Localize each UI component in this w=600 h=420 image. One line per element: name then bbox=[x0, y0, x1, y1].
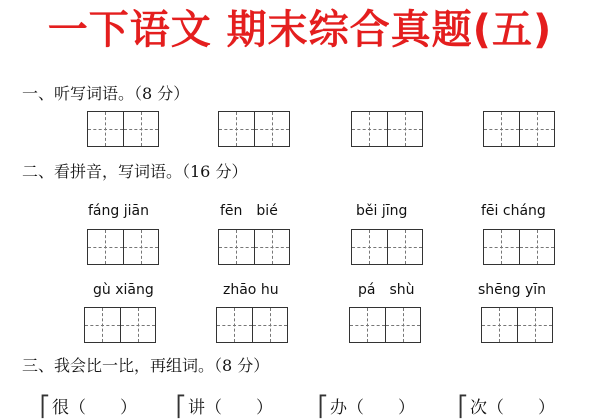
writing-box-s2-7[interactable] bbox=[349, 307, 421, 343]
writing-box-s1-2[interactable] bbox=[218, 111, 290, 147]
pinyin-label: běi jīng bbox=[356, 203, 408, 219]
pinyin-label: gù xiāng bbox=[93, 282, 154, 298]
compare-item[interactable] bbox=[176, 395, 273, 419]
brace-icon: ⎡ bbox=[458, 394, 468, 418]
compare-item-text: 办（ ） bbox=[330, 398, 415, 418]
brace-icon: ⎡ bbox=[40, 394, 50, 418]
writing-box-s1-3[interactable] bbox=[351, 111, 423, 147]
compare-item-text: 讲（ ） bbox=[188, 398, 273, 418]
pinyin-label: fáng jiān bbox=[88, 203, 149, 219]
writing-box-s2-4[interactable] bbox=[483, 229, 555, 265]
compare-item[interactable] bbox=[40, 395, 137, 419]
writing-box-s1-1[interactable] bbox=[87, 111, 159, 147]
pinyin-label: shēng yīn bbox=[478, 282, 547, 298]
writing-box-s1-4[interactable] bbox=[483, 111, 555, 147]
compare-item[interactable] bbox=[318, 395, 415, 419]
writing-box-s2-6[interactable] bbox=[216, 307, 288, 343]
writing-box-s2-3[interactable] bbox=[351, 229, 423, 265]
section-3-heading: 三、我会比一比，再组词。（8 分） bbox=[22, 356, 270, 375]
section-1-heading: 一、听写词语。（8 分） bbox=[22, 84, 190, 103]
brace-icon: ⎡ bbox=[318, 394, 328, 418]
pinyin-label: fēi cháng bbox=[481, 203, 546, 219]
writing-box-s2-2[interactable] bbox=[218, 229, 290, 265]
section-2-heading: 二、看拼音，写词语。（16 分） bbox=[22, 162, 248, 181]
brace-icon: ⎡ bbox=[176, 394, 186, 418]
compare-item-text: 次（ ） bbox=[470, 398, 555, 418]
writing-box-s2-8[interactable] bbox=[481, 307, 553, 343]
pinyin-label: zhāo hu bbox=[223, 282, 279, 298]
page-title: 一下语文 期末综合真题(五) bbox=[47, 7, 553, 53]
pinyin-label: fēn bié bbox=[220, 203, 278, 219]
compare-item[interactable] bbox=[458, 395, 555, 419]
writing-box-s2-1[interactable] bbox=[87, 229, 159, 265]
compare-item-text: 很（ ） bbox=[52, 398, 137, 418]
pinyin-label: pá shù bbox=[358, 282, 415, 298]
writing-box-s2-5[interactable] bbox=[84, 307, 156, 343]
